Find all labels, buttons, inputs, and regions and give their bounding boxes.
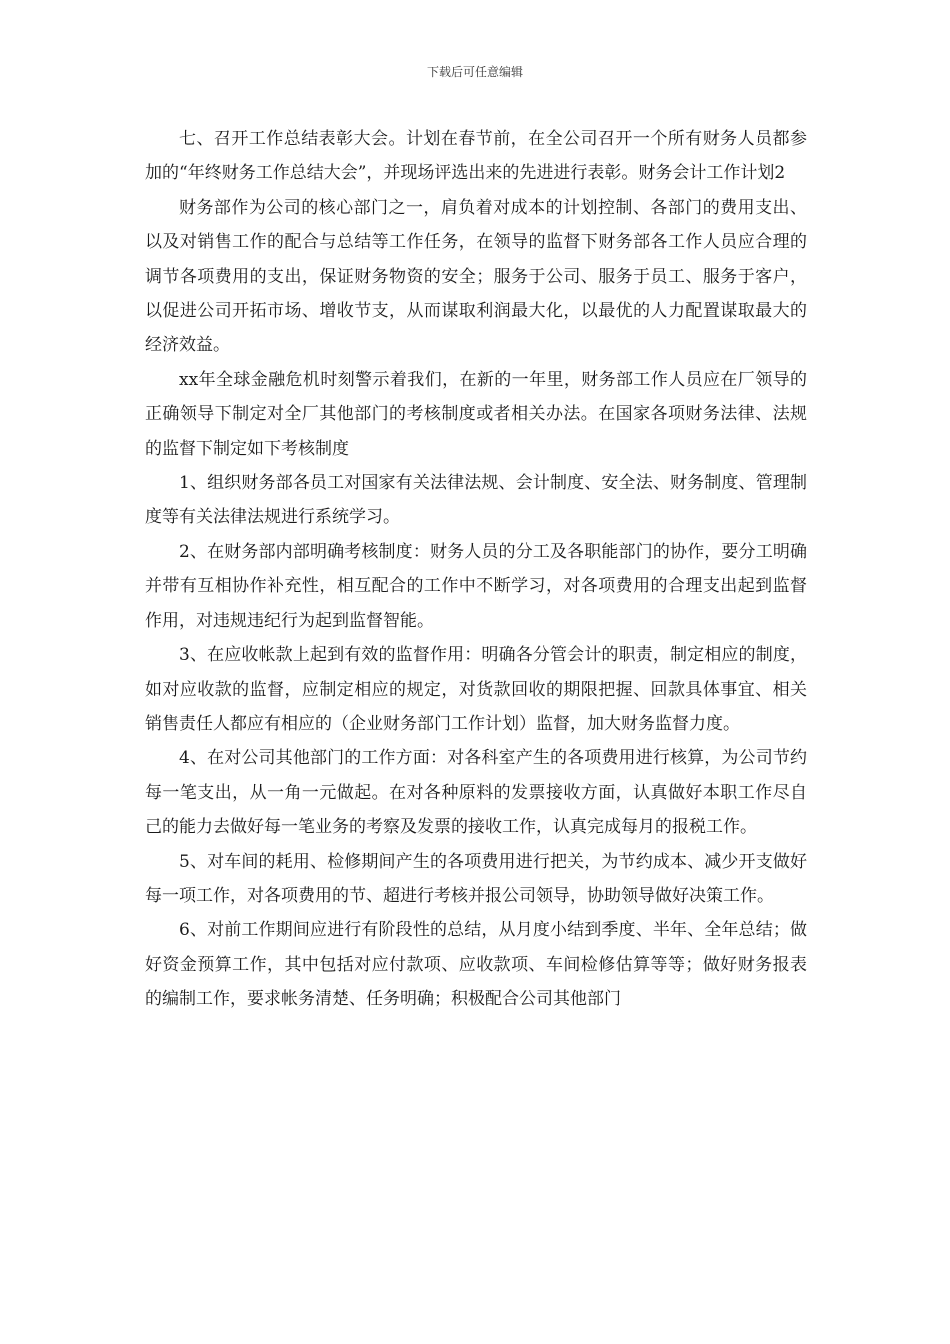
document-body [145, 122, 807, 1017]
paragraph-2: 财务部作为公司的核心部门之一，肩负着对成本的计划控制、各部门的费用支出、以及对销售工作的配合与总结等工作任务，在领导的监督下财务部各工作人员应合理的调节各项费用的支出，保证财务物资的安全；服务于公司、服务于员工、服务于客户，以促进公司开拓市场、增收节支，从而谋取利润最大化，以最优的人力配置谋取最大的经济效益。 [145, 197, 807, 356]
paragraph-7: 4、在对公司其他部门的工作方面：对各科室产生的各项费用进行核算，为公司节约每一笔支出，从一角一元做起。在对各种原料的发票接收方面，认真做好本职工作尽自己的能力去做好每一笔业务的考察及发票的接收工作，认真完成每月的报税工作。 [145, 748, 807, 838]
paragraph-5: 2、在财务部内部明确考核制度：财务人员的分工及各职能部门的协作，要分工明确并带有互相协作补充性，相互配合的工作中不断学习，对各项费用的合理支出起到监督作用，对违规违纪行为起到监督智能。 [145, 541, 807, 631]
page-header: 下载后可任意编辑 [426, 65, 523, 79]
paragraph-1: 七、召开工作总结表彰大会。计划在春节前，在全公司召开一个所有财务人员都参加的“年终财务工作总结大会”，并现场评选出来的先进进行表彰。财务会计工作计划2 [145, 129, 807, 184]
paragraph-3: xx年全球金融危机时刻警示着我们，在新的一年里，财务部工作人员应在厂领导的正确领导下制定对全厂其他部门的考核制度或者相关办法。在国家各项财务法律、法规的监督下制定如下考核制度 [145, 369, 807, 459]
paragraph-9: 6、对前工作期间应进行有阶段性的总结，从月度小结到季度、半年、全年总结；做好资金预算工作，其中包括对应付款项、应收款项、车间检修估算等等；做好财务报表的编制工作，要求帐务清楚、任务明确；积极配合公司其他部门 [145, 920, 807, 1010]
paragraph-8: 5、对车间的耗用、检修期间产生的各项费用进行把关，为节约成本、减少开支做好每一项工作，对各项费用的节、超进行考核并报公司领导，协助领导做好决策工作。 [145, 851, 807, 906]
paragraph-4: 1、组织财务部各员工对国家有关法律法规、会计制度、安全法、财务制度、管理制度等有关法律法规进行系统学习。 [145, 473, 807, 528]
paragraph-6: 3、在应收帐款上起到有效的监督作用：明确各分管会计的职责，制定相应的制度，如对应收款的监督，应制定相应的规定，对货款回收的期限把握、回款具体事宜、相关销售责任人都应有相应的（企业财务部门工作计划）监督，加大财务监督力度。 [145, 645, 807, 734]
